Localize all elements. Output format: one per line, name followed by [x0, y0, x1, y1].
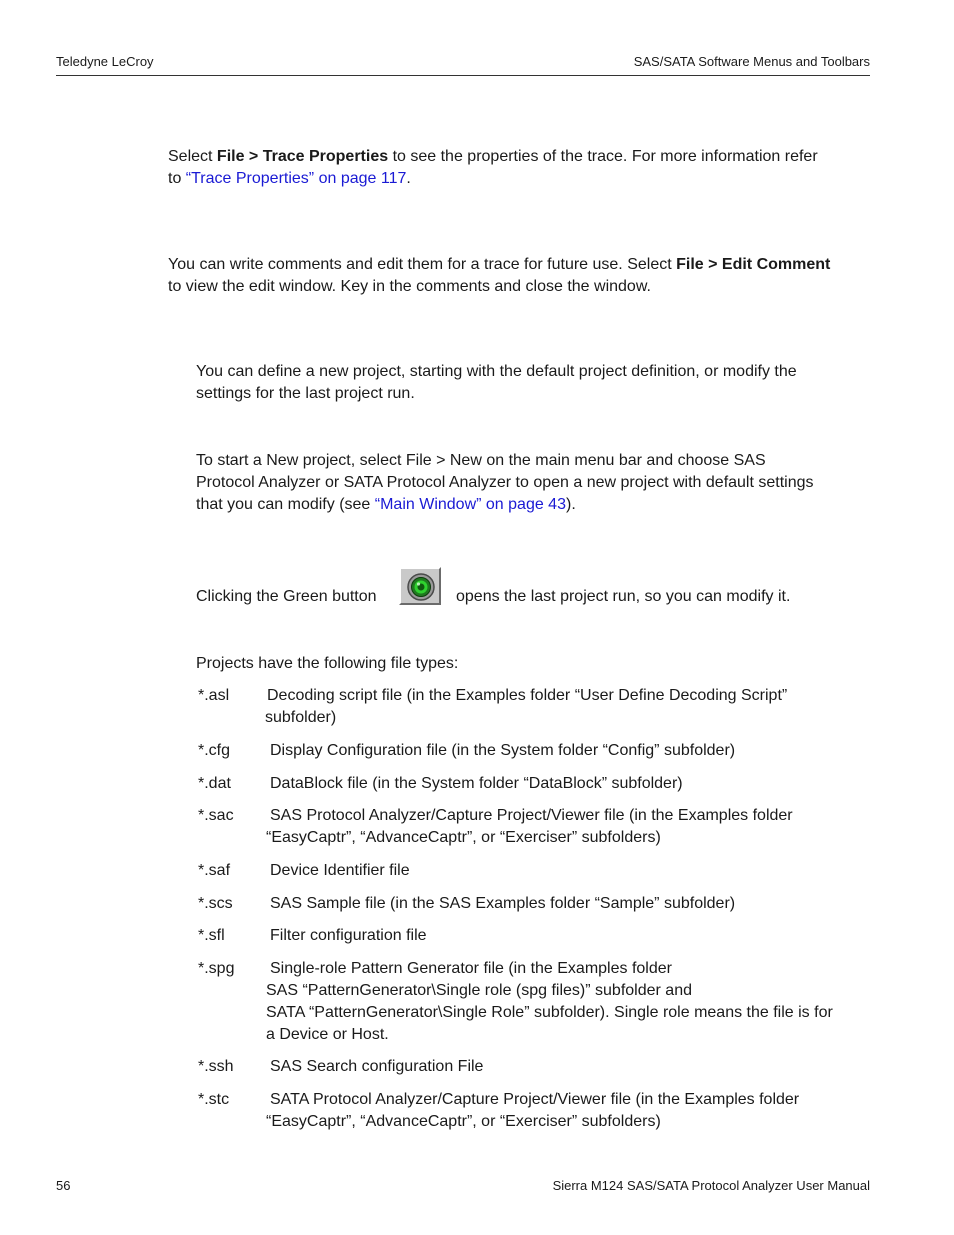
main-window-link[interactable]: “Main Window” on page 43: [374, 496, 566, 513]
new-project-paragraph: [196, 450, 814, 516]
file-desc-line: Display Configuration file (in the System folder “Config” subfolder): [270, 742, 736, 759]
file-ext-sac: *.sac: [198, 807, 234, 824]
file-desc-line: SAS “PatternGenerator\Single role (spg files)” subfolder and: [266, 982, 692, 999]
trace-properties-text-3: to: [168, 170, 186, 187]
file-desc-line: SAS Protocol Analyzer/Capture Project/Viewer file (in the Examples folder: [270, 807, 793, 824]
file-desc-line: subfolder): [265, 709, 337, 726]
project-intro-line-2: settings for the last project run.: [196, 385, 415, 402]
new-project-line-3-end: ).: [565, 496, 576, 513]
trace-properties-text-4: .: [406, 170, 411, 187]
file-ext-asl: *.asl: [198, 687, 230, 704]
trace-properties-text-2: to see the properties of the trace. For more information refer: [388, 148, 818, 165]
file-desc-cfg: [270, 740, 735, 762]
file-desc-line: SAS Sample file (in the SAS Examples folder “Sample” subfolder): [270, 895, 736, 912]
edit-comment-text-2: to view the edit window. Key in the comments and close the window.: [168, 278, 651, 295]
trace-properties-link[interactable]: “Trace Properties” on page 117: [185, 170, 407, 187]
green-run-button-icon: [399, 567, 441, 605]
file-desc-line: DataBlock file (in the System folder “DataBlock” subfolder): [270, 775, 683, 792]
file-desc-line: Device Identifier file: [270, 862, 410, 879]
file-desc-sac: [266, 805, 793, 849]
file-desc-line: “EasyCaptr”, “AdvanceCaptr”, or “Exerciser” subfolders): [266, 829, 661, 846]
header-right: SAS/SATA Software Menus and Toolbars: [633, 54, 870, 69]
file-ext-scs: *.scs: [198, 895, 233, 912]
file-desc-line: Filter configuration file: [270, 927, 427, 944]
footer-manual-title: Sierra M124 SAS/SATA Protocol Analyzer User Manual: [552, 1178, 870, 1193]
trace-properties-menu-path: File > Trace Properties: [216, 148, 389, 165]
file-ext-spg: *.spg: [198, 960, 235, 977]
project-intro-paragraph: [196, 361, 797, 405]
file-desc-asl: [267, 685, 787, 729]
file-desc-line: SATA Protocol Analyzer/Capture Project/Viewer file (in the Examples folder: [270, 1091, 800, 1108]
file-ext-dat: *.dat: [198, 775, 231, 792]
new-project-line-1: To start a New project, select File > New on the main menu bar and choose SAS: [196, 452, 766, 469]
file-desc-line: a Device or Host.: [266, 1026, 389, 1043]
file-ext-sfl: *.sfl: [198, 927, 225, 944]
file-desc-line: SAS Search configuration File: [270, 1058, 484, 1075]
file-types-intro: Projects have the following file types:: [196, 655, 459, 672]
new-project-line-3: that you can modify (see: [196, 496, 375, 513]
file-desc-spg: [266, 958, 833, 1046]
file-ext-stc: *.stc: [198, 1091, 230, 1108]
file-desc-stc: [266, 1089, 800, 1133]
edit-comment-text: You can write comments and edit them for a trace for future use. Select: [168, 256, 677, 273]
file-desc-line: “EasyCaptr”, “AdvanceCaptr”, or “Exerciser” subfolders): [266, 1113, 661, 1130]
trace-properties-paragraph: [168, 146, 818, 190]
new-project-line-2: Protocol Analyzer or SATA Protocol Analyzer to open a new project with default settings: [196, 474, 814, 491]
file-desc-sfl: [270, 925, 427, 947]
footer-page-number: 56: [56, 1178, 71, 1193]
trace-properties-text: Select: [168, 148, 217, 165]
file-desc-line: Single-role Pattern Generator file (in the Examples folder: [270, 960, 672, 977]
file-desc-saf: [270, 860, 410, 882]
file-desc-line: SATA “PatternGenerator\Single Role” subfolder). Single role means the file is for: [266, 1004, 833, 1021]
header-left: Teledyne LeCroy: [56, 54, 154, 69]
edit-comment-menu-path: File > Edit Comment: [676, 256, 831, 273]
file-desc-dat: [270, 773, 683, 795]
header-rule: [56, 75, 870, 76]
green-button-text-2: opens the last project run, so you can modify it.: [456, 588, 791, 605]
green-button-text: Clicking the Green button: [196, 588, 377, 605]
file-desc-scs: [270, 893, 735, 915]
project-intro-line-1: You can define a new project, starting with the default project definition, or modify the: [196, 363, 797, 380]
file-ext-saf: *.saf: [198, 862, 231, 879]
file-ext-ssh: *.ssh: [198, 1058, 234, 1075]
file-ext-cfg: *.cfg: [198, 742, 231, 759]
file-desc-line: Decoding script file (in the Examples folder “User Define Decoding Script”: [267, 687, 788, 704]
edit-comment-paragraph: [168, 254, 830, 298]
file-desc-ssh: [270, 1056, 483, 1078]
